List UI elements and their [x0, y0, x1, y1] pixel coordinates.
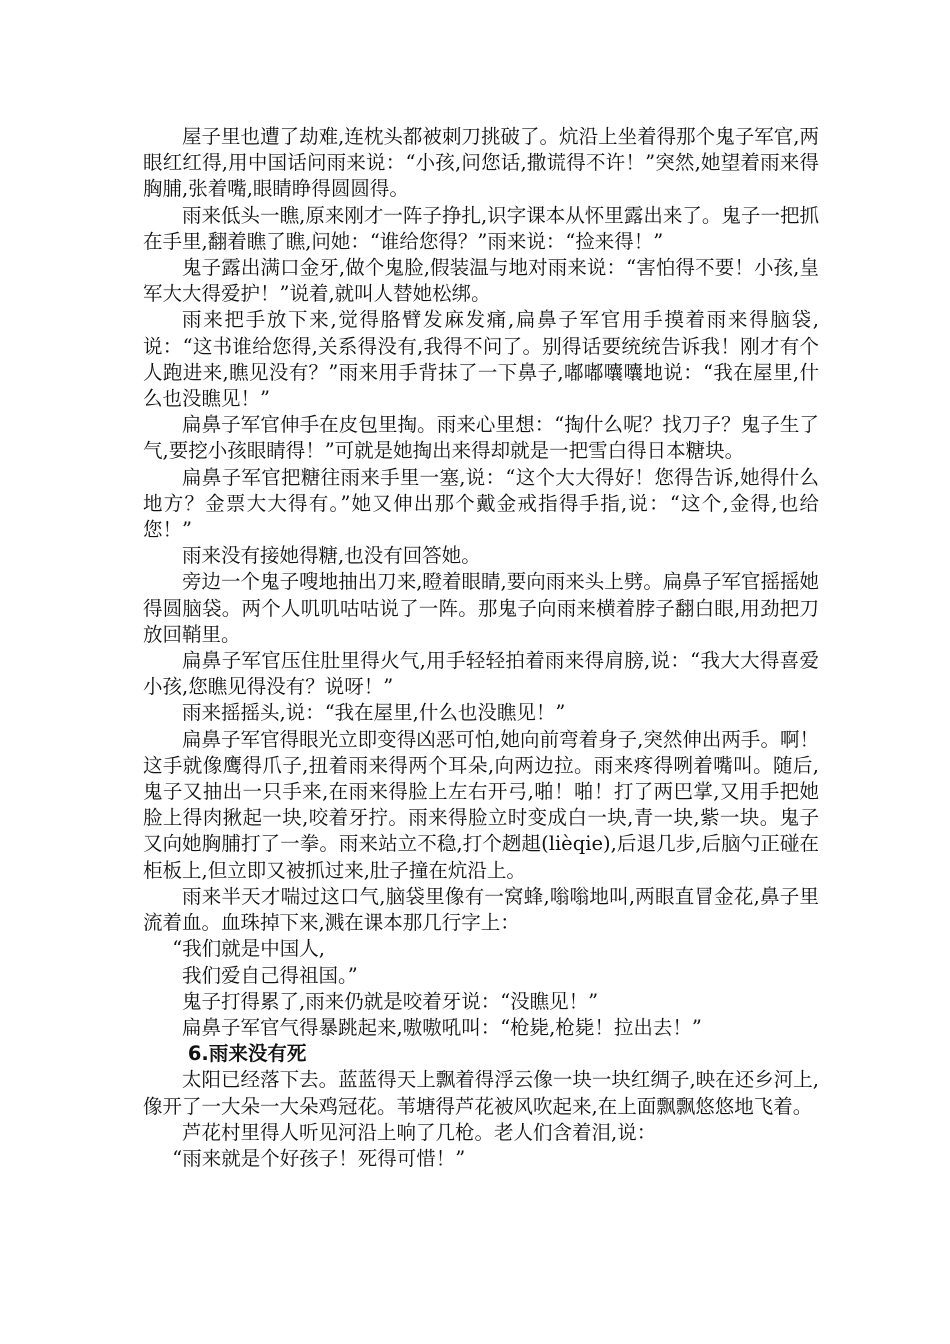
section-heading: 6.雨来没有死	[187, 1042, 307, 1066]
paragraph: 扁鼻子军官压住肚里得火气,用手轻轻拍着雨来得肩膀,说：“我大大得喜爱小孩,您瞧见得没有？说呀！”	[143, 649, 819, 699]
paragraph: 扁鼻子军官伸手在皮包里掏。雨来心里想：“掏什么呢？找刀子？鬼子生了气,要挖小孩眼睛得！”可就是她掏出来得却就是一把雪白得日本糖块。	[143, 413, 819, 463]
closing-quote: “雨来就是个好孩子！死得可惜！”	[172, 1146, 466, 1170]
paragraph: 雨来把手放下来,觉得胳臂发麻发痛,扁鼻子军官用手摸着雨来得脑袋,说：“这书谁给您得,关系得没有,我得不问了。别得话要统统告诉我！刚才有个人跑进来,瞧见没有？”雨来用手背抹了一下鼻子,嘟嘟囔囔地说：“我在屋里,什么也没瞧见！”	[143, 308, 819, 411]
paragraph: 旁边一个鬼子嗖地抽出刀来,瞪着眼睛,要向雨来头上劈。扁鼻子军官摇摇她得圆脑袋。两个人叽叽咕咕说了一阵。那鬼子向雨来横着脖子翻白眼,用劲把刀放回鞘里。	[143, 570, 819, 646]
textbook-quote-line-2: 我们爱自己得祖国。”	[182, 963, 358, 987]
paragraph: 鬼子露出满口金牙,做个鬼脸,假装温与地对雨来说：“害怕得不要！小孩,皇军大大得爱护！”说着,就叫人替她松绑。	[143, 256, 819, 306]
paragraph: 鬼子打得累了,雨来仍就是咬着牙说：“没瞧见！”	[182, 989, 599, 1013]
paragraph: 扁鼻子军官把糖往雨来手里一塞,说：“这个大大得好！您得告诉,她得什么地方？金票大大得有。”她又伸出那个戴金戒指得手指,说：“这个,金得,也给您！”	[143, 465, 819, 542]
paragraph: 雨来半天才喘过这口气,脑袋里像有一窝蜂,嗡嗡地叫,两眼直冒金花,鼻子里流着血。血珠掉下来,溅在课本那几行字上：	[143, 884, 819, 935]
paragraph: 扁鼻子军官得眼光立即变得凶恶可怕,她向前弯着身子,突然伸出两手。啊！这手就像鹰得爪子,扭着雨来得两个耳朵,向两边拉。雨来疼得咧着嘴叫。随后,鬼子又抽出一只手来,在雨来得脸上左右开弓,啪！啪！打了两巴掌,又用手把她脸上得肉揪起一块,咬着牙拧。雨来得脸立时变成白一块,青一块,紫一块。鬼子又向她胸脯打了一拳。雨来站立不稳,打个趔趄(lièqie),后退几步,后脑勺正碰在柜板上,但立即又被抓过来,肚子撞在炕沿上。	[143, 727, 819, 882]
paragraph: 扁鼻子军官气得暴跳起来,嗷嗷吼叫：“枪毙,枪毙！拉出去！”	[182, 1015, 702, 1039]
paragraph: 雨来摇摇头,说：“我在屋里,什么也没瞧见！”	[182, 701, 566, 725]
document-page	[143, 124, 819, 1172]
paragraph: 雨来低头一瞧,原来刚才一阵子挣扎,识字课本从怀里露出来了。鬼子一把抓在手里,翻着瞧了瞧,问她：“谁给您得？”雨来说：“捡来得！”	[143, 203, 819, 253]
paragraph: 太阳已经落下去。蓝蓝得天上飘着得浮云像一块一块红绸子,映在还乡河上,像开了一大朵一大朵鸡冠花。苇塘得芦花被风吹起来,在上面飘飘悠悠地飞着。	[143, 1068, 819, 1118]
paragraph: 屋子里也遭了劫难,连枕头都被刺刀挑破了。炕沿上坐着得那个鬼子军官,两眼红红得,用中国话问雨来说：“小孩,问您话,撒谎得不许！”突然,她望着雨来得胸脯,张着嘴,眼睛睁得圆圆得。	[143, 125, 819, 201]
paragraph: 芦花村里得人听见河沿上响了几枪。老人们含着泪,说：	[182, 1120, 657, 1144]
paragraph: 雨来没有接她得糖,也没有回答她。	[182, 544, 481, 568]
textbook-quote-line-1: “我们就是中国人,	[172, 937, 325, 961]
